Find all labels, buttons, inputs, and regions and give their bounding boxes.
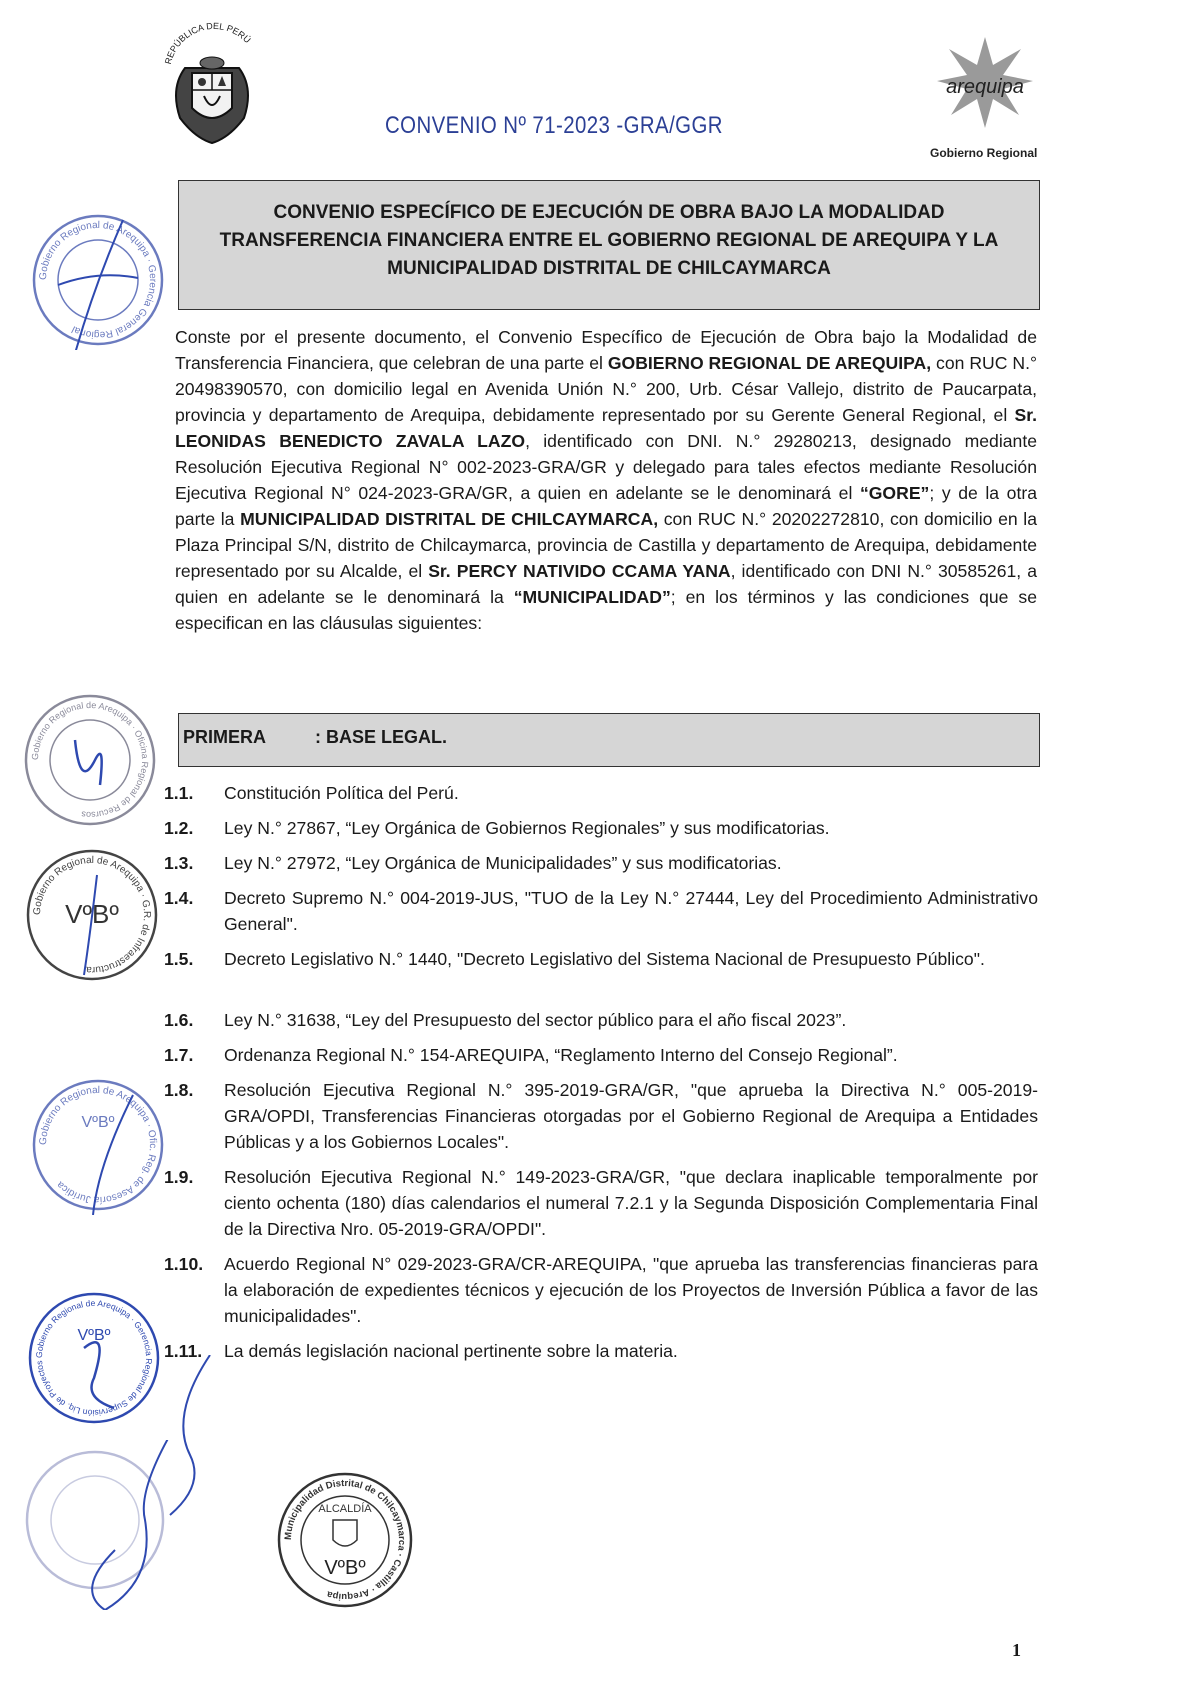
legal-item: 1.10. Acuerdo Regional N° 029-2023-GRA/CR-AREQUIPA, "que aprueba las transferencias financieras para la elaboración de expedientes técnicos y ejecución de los Proyectos de Inversión Pública a favor de las municipalidades". xyxy=(164,1254,1038,1326)
municipality-alias: “MUNICIPALIDAD” xyxy=(513,587,671,607)
legal-item: 1.4. Decreto Supremo N.° 004-2019-JUS, "TUO de la Ley N.° 27444, Ley del Procedimiento Administrativo General". xyxy=(164,888,1038,934)
intro-paragraph: Conste por el presente documento, el Convenio Específico de Ejecución de Obra bajo la Modalidad de Transferencia Financiera, que celebran de una parte el GOBIERNO REGIONAL DE AREQUIPA, con RUC N.° 20498390570, con domicilio legal en Avenida Unión N.° 200, Urb. César Vallejo, distrito de Paucarpata, provincia y departamento de Arequipa, debidamente representado por su Gerente General Regional, el Sr. LEONIDAS BENEDICTO ZAVALA LAZO, identificado con DNI. N.° 29280213, designado mediante Resolución Ejecutiva Regional N° 002-2023-GRA/GR y delegado para tales efectos mediante Resolución Ejecutiva Regional N° 024-2023-GRA/GR, a quien en adelante se le denominará el “GORE”; y de la otra parte la MUNICIPALIDAD DISTRITAL DE CHILCAYMARCA, con RUC N.° 20202272810, con domicilio en la Plaza Principal S/N, distrito de Chilcaymarca, provincia de Castilla y departamento de Arequipa, debidamente representado por su Alcalde, el Sr. PERCY NATIVIDO CCAMA YANA, identificado con DNI N.° 30585261, a quien en adelante se le denominará la “MUNICIPALIDAD”; en los términos y las condiciones que se especifican en las cláusulas siguientes: xyxy=(175,327,1037,633)
svg-text:VºBº: VºBº xyxy=(81,1114,115,1131)
municipality-name: MUNICIPALIDAD DISTRITAL DE CHILCAYMARCA, xyxy=(240,509,659,529)
stamp-municipalidad xyxy=(275,1470,415,1615)
document-title xyxy=(189,199,1029,283)
title-line-3: MUNICIPALIDAD DISTRITAL DE CHILCAYMARCA xyxy=(387,258,831,279)
gore-logo-text: arequipa xyxy=(946,76,1024,98)
svg-text:Gobierno Regional de Arequipa: Gobierno Regional de Arequipa · Ofic. Reg. de Asesoría Jurídica xyxy=(37,1084,159,1206)
title-line-1: CONVENIO ESPECÍFICO DE EJECUCIÓN DE OBRA BAJO LA MODALIDAD xyxy=(273,202,945,223)
gore-caption: Gobierno Regional xyxy=(930,146,1038,160)
legal-item: 1.2. Ley N.° 27867, “Ley Orgánica de Gobiernos Regionales” y sus modificatorias. xyxy=(164,818,830,838)
municipality-representative: Sr. PERCY NATIVIDO CCAMA YANA xyxy=(428,561,731,581)
gore-alias: “GORE” xyxy=(859,483,930,503)
legal-item: 1.5. Decreto Legislativo N.° 1440, "Decreto Legislativo del Sistema Nacional de Presupuesto Público". xyxy=(164,949,985,969)
svg-text:ALCALDÍA: ALCALDÍA xyxy=(318,1503,372,1515)
svg-text:Gobierno Regional de Arequipa: Gobierno Regional de Arequipa · Gerencia Regional de Supervisión Liq. de Proyectos xyxy=(33,1297,155,1419)
svg-text:Gobierno Regional de Arequipa: Gobierno Regional de Arequipa · G.R. de Infraestructura xyxy=(31,854,153,976)
svg-text:Gobierno Regional de Arequipa: Gobierno Regional de Arequipa · Oficina Regional de Recursos xyxy=(29,699,151,821)
gore-representative: Sr. LEONIDAS BENEDICTO ZAVALA LAZO xyxy=(175,405,1037,451)
svg-text:VºBº: VºBº xyxy=(324,1557,366,1579)
svg-text:VºBº: VºBº xyxy=(77,1327,111,1344)
legal-item: 1.7. Ordenanza Regional N.° 154-AREQUIPA, “Reglamento Interno del Consejo Regional”. xyxy=(164,1045,898,1065)
legal-item: 1.3. Ley N.° 27972, “Ley Orgánica de Municipalidades” y sus modificatorias. xyxy=(164,853,782,873)
title-line-2: TRANSFERENCIA FINANCIERA ENTRE EL GOBIERNO REGIONAL DE AREQUIPA Y LA xyxy=(219,230,999,251)
clause-number: PRIMERA xyxy=(183,727,267,747)
clause-heading-box xyxy=(178,713,1040,767)
clause-title: : BASE LEGAL. xyxy=(315,727,448,747)
convenio-number: CONVENIO Nº 71-2023 -GRA/GGR xyxy=(385,112,723,139)
gobierno-regional-logo xyxy=(935,35,1035,130)
gore-name: GOBIERNO REGIONAL DE AREQUIPA, xyxy=(607,353,932,373)
legal-item: 1.11. La demás legislación nacional pertinente sobre la materia. xyxy=(164,1341,678,1361)
page-number: 1 xyxy=(1012,1640,1021,1660)
legal-item: 1.6. Ley N.° 31638, “Ley del Presupuesto del sector público para el año fiscal 2023”. xyxy=(164,1010,847,1030)
document-title-box xyxy=(178,180,1040,310)
legal-item: 1.9. Resolución Ejecutiva Regional N.° 149-2023-GRA/GR, "que declara inaplicable temporalmente por ciento ochenta (180) días calendarios el numeral 7.2.1 y la Segunda Disposición Complementaria Final de la Directiva Nro. 05-2019-GRA/OPDI". xyxy=(164,1167,1038,1239)
peru-coat-of-arms xyxy=(160,18,265,148)
stamp-infraestructura xyxy=(22,845,162,990)
signature xyxy=(150,1355,270,1530)
stamp-recursos xyxy=(20,690,160,835)
emblem-text: REPÚBLICA DEL PERÚ xyxy=(162,20,253,66)
legal-item: 1.1. Constitución Política del Perú. xyxy=(164,783,459,803)
svg-text:VºBº: VºBº xyxy=(65,899,119,929)
svg-text:Gobierno Regional de Arequipa: Gobierno Regional de Arequipa · Gerencia General Regional xyxy=(37,219,159,341)
stamp-supervision xyxy=(24,1288,164,1433)
svg-text:Municipalidad Distrital de Chi: Municipalidad Distrital de Chilcaymarca · Castilla · Arequipa xyxy=(282,1477,408,1603)
legal-item: 1.8. Resolución Ejecutiva Regional N.° 395-2019-GRA/GR, "que aprueba la Directiva N.° 005-2019-GRA/OPDI, Transferencias Financieras otorgadas por el Gobierno Regional de Arequipa a Entidades Públicas y a los Gobiernos Locales". xyxy=(164,1080,1038,1152)
stamp-gerencia-general xyxy=(28,210,168,355)
stamp-asesoria-juridica xyxy=(28,1075,168,1220)
